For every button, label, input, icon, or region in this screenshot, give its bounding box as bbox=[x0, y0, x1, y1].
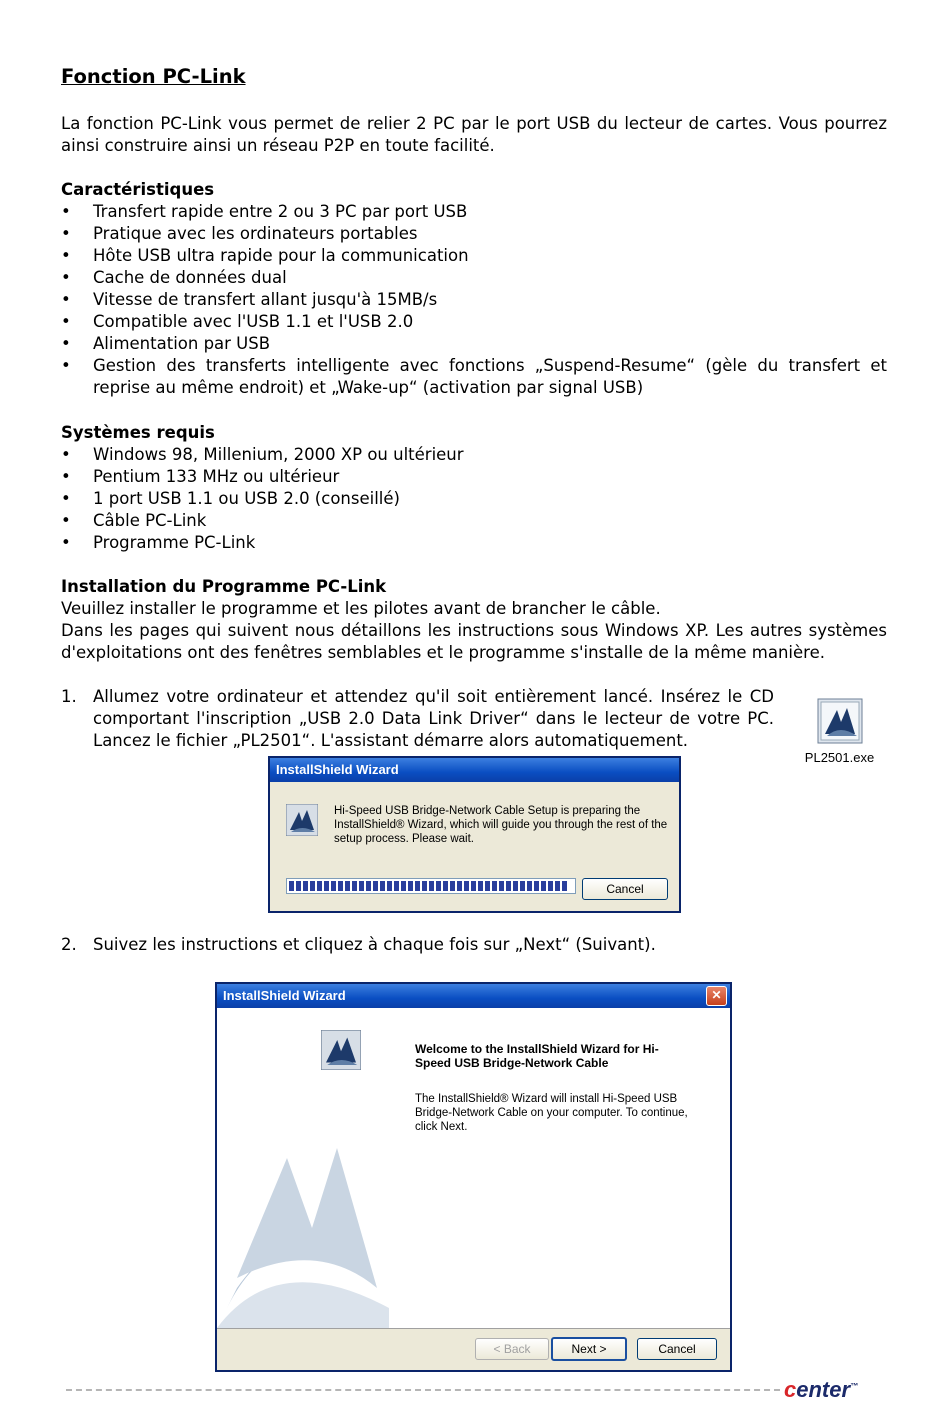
list-item: • Hôte USB ultra rapide pour la communication bbox=[61, 245, 887, 267]
progress-bar bbox=[286, 878, 576, 894]
back-button[interactable]: < Back bbox=[475, 1338, 549, 1360]
dialog-title: InstallShield Wizard bbox=[223, 988, 346, 1003]
wizard-sail-graphic bbox=[217, 1008, 389, 1328]
progress-segment bbox=[373, 881, 378, 891]
progress-segment bbox=[366, 881, 371, 891]
step-text: Allumez votre ordinateur et attendez qu'il soit entièrement lancé. Insérez le CD comportant l'inscription „USB 2.0 Data Link Driver“ dans le lecteur de votre PC. Lancez le fichier „PL2501“. L'assistant démarre alors automatiquement. bbox=[93, 687, 774, 750]
installshield-icon bbox=[321, 1030, 361, 1070]
list-item: • Alimentation par USB bbox=[61, 333, 887, 355]
brand-logo bbox=[784, 1377, 858, 1403]
progress-segment bbox=[317, 881, 322, 891]
dialog-titlebar[interactable] bbox=[217, 984, 730, 1008]
progress-segment bbox=[415, 881, 420, 891]
step-number: 1. bbox=[61, 687, 77, 706]
progress-segment bbox=[555, 881, 560, 891]
progress-segment bbox=[534, 881, 539, 891]
install-line-2: Dans les pages qui suivent nous détaillons les instructions sous Windows XP. Les autres systèmes d'exploitations ont des fenêtres semblables et le programme s'installe de la même manière. bbox=[61, 621, 887, 662]
installer-icon bbox=[817, 698, 863, 744]
wizard-banner bbox=[217, 1008, 389, 1328]
progress-segment bbox=[436, 881, 441, 891]
progress-segment bbox=[485, 881, 490, 891]
installshield-preparing-dialog bbox=[268, 756, 681, 913]
list-item: • Pratique avec les ordinateurs portables bbox=[61, 223, 887, 245]
cancel-button[interactable]: Cancel bbox=[637, 1338, 717, 1360]
installshield-welcome-dialog bbox=[215, 982, 732, 1372]
progress-segment bbox=[527, 881, 532, 891]
progress-segment bbox=[443, 881, 448, 891]
progress-segment bbox=[331, 881, 336, 891]
progress-segment bbox=[464, 881, 469, 891]
progress-segment bbox=[303, 881, 308, 891]
logo-text: enter bbox=[796, 1377, 851, 1402]
step-2 bbox=[61, 934, 887, 956]
progress-segment bbox=[492, 881, 497, 891]
file-icon-pl2501[interactable] bbox=[793, 694, 886, 774]
progress-segment bbox=[296, 881, 301, 891]
button-bar-divider bbox=[217, 1328, 730, 1329]
list-item: • Compatible avec l'USB 1.1 et l'USB 2.0 bbox=[61, 311, 887, 333]
progress-segment bbox=[499, 881, 504, 891]
footer-divider bbox=[66, 1389, 780, 1391]
requirements-heading: Systèmes requis bbox=[61, 423, 215, 442]
progress-segment bbox=[506, 881, 511, 891]
progress-segment bbox=[359, 881, 364, 891]
wizard-content bbox=[389, 1008, 730, 1328]
dialog-message: Hi-Speed USB Bridge-Network Cable Setup is preparing the InstallShield® Wizard, which will guide you through the rest of the setup process. Please wait. bbox=[334, 805, 668, 845]
cancel-button[interactable]: Cancel bbox=[582, 878, 668, 900]
step-number: 2. bbox=[61, 935, 77, 954]
progress-segment bbox=[387, 881, 392, 891]
features-list bbox=[61, 201, 887, 399]
progress-segment bbox=[457, 881, 462, 891]
list-item: • Vitesse de transfert allant jusqu'à 15MB/s bbox=[61, 289, 887, 311]
requirements-list bbox=[61, 444, 887, 554]
progress-segment bbox=[408, 881, 413, 891]
list-item: • Cache de données dual bbox=[61, 267, 887, 289]
intro-paragraph: La fonction PC-Link vous permet de relier 2 PC par le port USB du lecteur de cartes. Vous pourrez ainsi construire ainsi un réseau P2P en toute facilité. bbox=[61, 114, 887, 155]
logo-trademark: ™ bbox=[850, 1381, 859, 1391]
progress-segment bbox=[548, 881, 553, 891]
progress-segment bbox=[422, 881, 427, 891]
progress-segment bbox=[345, 881, 350, 891]
step-text: Suivez les instructions et cliquez à chaque fois sur „Next“ (Suivant). bbox=[93, 935, 656, 954]
progress-segment bbox=[324, 881, 329, 891]
welcome-body: The InstallShield® Wizard will install Hi-Speed USB Bridge-Network Cable on your computer. To continue, click Next. bbox=[415, 1093, 688, 1133]
list-item: • Pentium 133 MHz ou ultérieur bbox=[61, 466, 887, 488]
progress-segment bbox=[562, 881, 567, 891]
progress-segment bbox=[394, 881, 399, 891]
progress-segment bbox=[478, 881, 483, 891]
progress-segment bbox=[450, 881, 455, 891]
progress-segment bbox=[380, 881, 385, 891]
progress-segment bbox=[289, 881, 294, 891]
step-1 bbox=[61, 686, 774, 752]
dialog-titlebar[interactable]: InstallShield Wizard bbox=[270, 758, 679, 782]
logo-letter: c bbox=[784, 1377, 797, 1402]
install-line-1: Veuillez installer le programme et les pilotes avant de brancher le câble. bbox=[61, 599, 661, 618]
progress-segment bbox=[541, 881, 546, 891]
progress-segment bbox=[520, 881, 525, 891]
list-item: • Câble PC-Link bbox=[61, 510, 887, 532]
list-item: • 1 port USB 1.1 ou USB 2.0 (conseillé) bbox=[61, 488, 887, 510]
page-title: Fonction PC-Link bbox=[61, 65, 246, 88]
list-item: • Gestion des transferts intelligente avec fonctions „Suspend-Resume“ (gèle du transfert et reprise au même endroit) et „Wake-up“ (activation par signal USB) bbox=[61, 355, 887, 399]
progress-segment bbox=[310, 881, 315, 891]
close-icon[interactable]: ✕ bbox=[706, 986, 727, 1006]
list-item: • Programme PC-Link bbox=[61, 532, 887, 554]
progress-segment bbox=[429, 881, 434, 891]
installshield-icon bbox=[286, 804, 318, 836]
file-icon-label: PL2501.exe bbox=[804, 750, 875, 765]
progress-segment bbox=[401, 881, 406, 891]
list-item: • Windows 98, Millenium, 2000 XP ou ultérieur bbox=[61, 444, 887, 466]
list-item: • Transfert rapide entre 2 ou 3 PC par port USB bbox=[61, 201, 887, 223]
progress-segment bbox=[513, 881, 518, 891]
features-heading: Caractéristiques bbox=[61, 180, 215, 199]
install-heading: Installation du Programme PC-Link bbox=[61, 577, 387, 596]
progress-segment bbox=[352, 881, 357, 891]
progress-segment bbox=[471, 881, 476, 891]
next-button[interactable]: Next > bbox=[551, 1337, 627, 1361]
welcome-heading: Welcome to the InstallShield Wizard for Hi-Speed USB Bridge-Network Cable bbox=[415, 1042, 659, 1070]
progress-segment bbox=[338, 881, 343, 891]
